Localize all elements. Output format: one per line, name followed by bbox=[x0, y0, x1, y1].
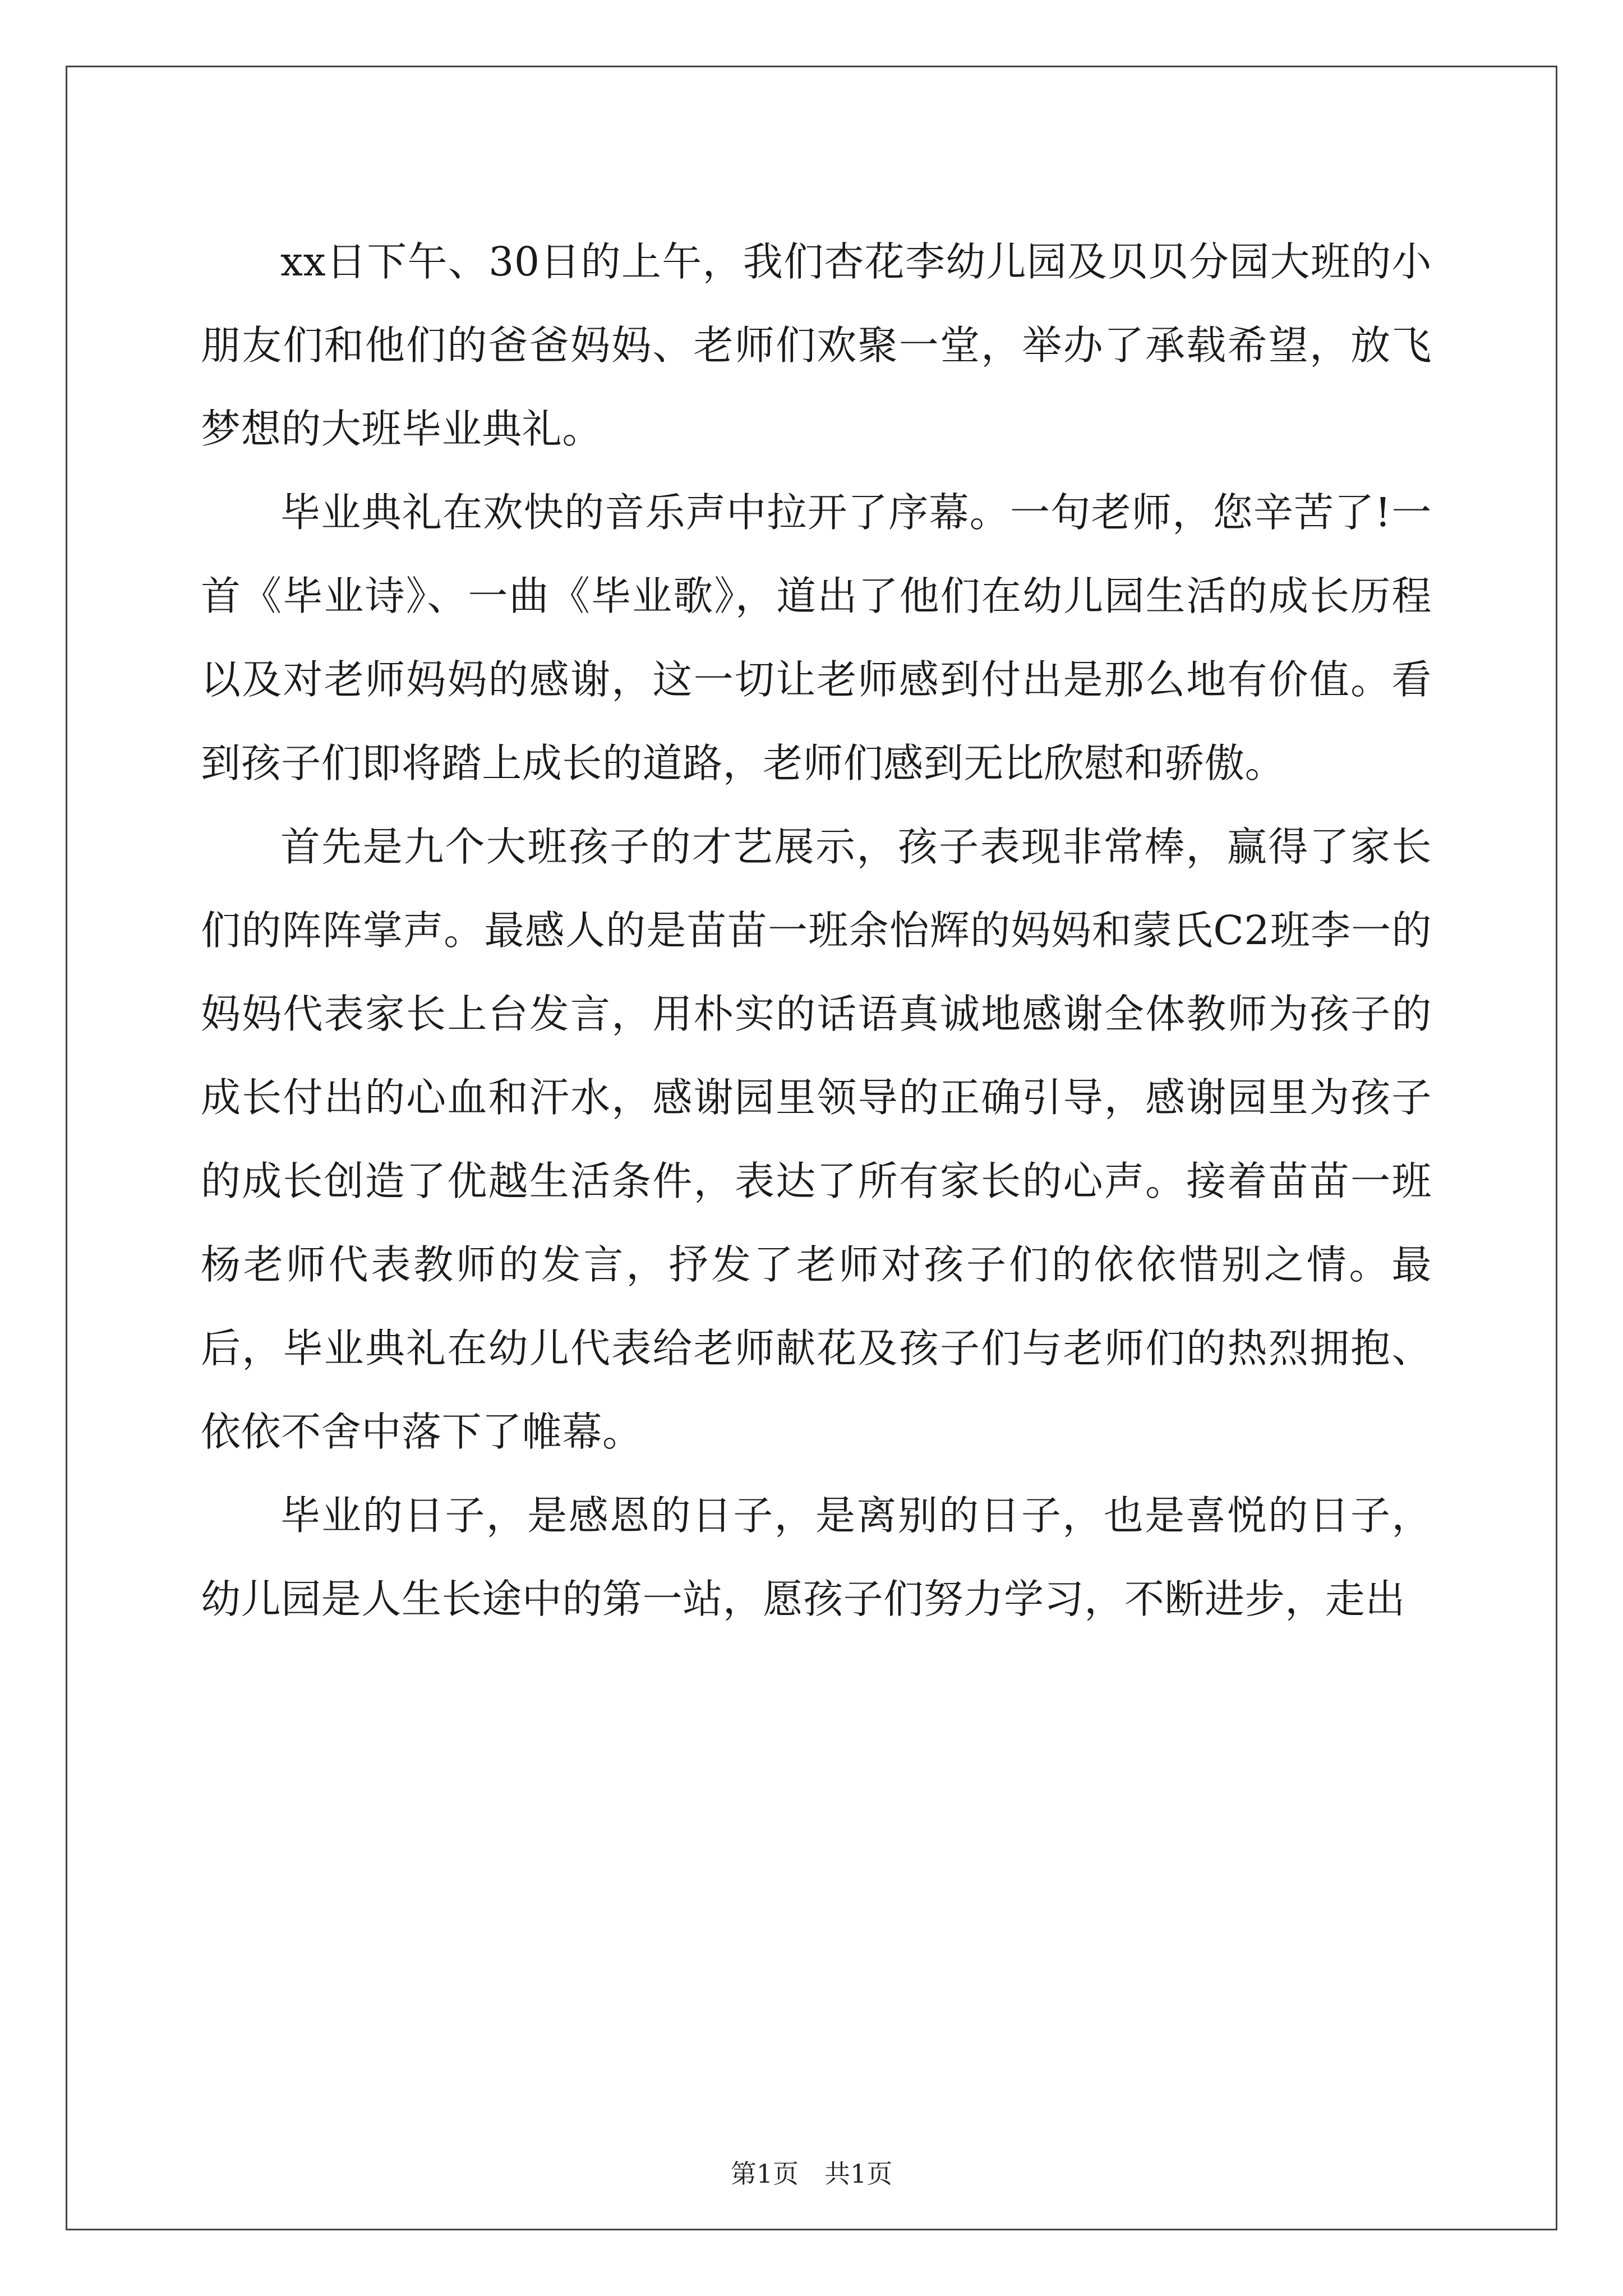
paragraph-2: 毕业典礼在欢快的音乐声中拉开了序幕。一句老师，您辛苦了!一首《毕业诗》、一曲《毕业歌》，道出了他们在幼儿园生活的成长历程以及对老师妈妈的感谢，这一切让老师感到付出是那么地有价值。看到孩子们即将踏上成长的道路，老师们感到无比欣慰和骄傲。 bbox=[201, 489, 1432, 786]
document-body bbox=[201, 220, 1432, 1641]
paragraph-4: 毕业的日子，是感恩的日子，是离别的日子，也是喜悦的日子，幼儿园是人生长途中的第一站，愿孩子们努力学习，不断进步，走出 bbox=[201, 1492, 1432, 1622]
page-number-footer: 第1页 共1页 bbox=[730, 2159, 893, 2189]
paragraph-1: xx日下午、30日的上午，我们杏花李幼儿园及贝贝分园大班的小朋友们和他们的爸爸妈妈、老师们欢聚一堂，举办了承载希望，放飞梦想的大班毕业典礼。 bbox=[201, 238, 1432, 452]
paragraph-3: 首先是九个大班孩子的才艺展示，孩子表现非常棒，赢得了家长们的阵阵掌声。最感人的是苗苗一班余怡辉的妈妈和蒙氏C2班李一的妈妈代表家长上台发言，用朴实的话语真诚地感谢全体教师为孩子的成长付出的心血和汗水，感谢园里领导的正确引导，感谢园里为孩子的成长创造了优越生活条件，表达了所有家长的心声。接着苗苗一班杨老师代表教师的发言，抒发了老师对孩子们的依依惜别之情。最后，毕业典礼在幼儿代表给老师献花及孩子们与老师们的热烈拥抱、依依不舍中落下了帷幕。 bbox=[201, 823, 1432, 1455]
